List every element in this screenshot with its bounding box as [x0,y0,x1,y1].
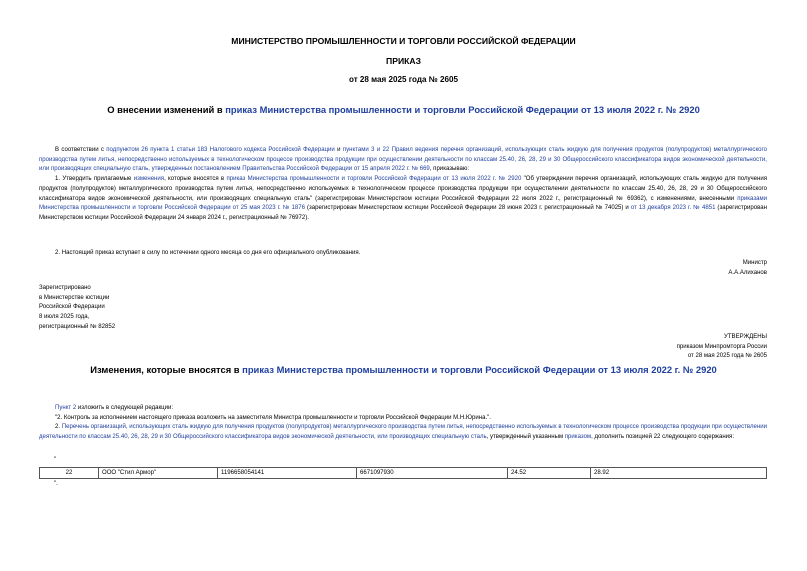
doc-type-heading: ПРИКАЗ [386,56,421,66]
ministry-heading: МИНИСТЕРСТВО ПРОМЫШЛЕННОСТИ И ТОРГОВЛИ РОССИЙСКОЙ ФЕДЕРАЦИИ [231,36,576,46]
change1-text: изложить в следующей редакции: [76,405,174,411]
change-1 [39,404,767,414]
table-cell: 24.52 [508,468,591,479]
subject-link[interactable]: приказ Министерства промышленности и торговли Российской Федерации от 13 июля 2022 г. № 2920 [225,104,700,115]
item1-text-1: 1. Утвердить прилагаемые [55,176,134,183]
quote-close: ". [54,481,58,487]
approved-line: от 28 мая 2025 года № 2605 [687,353,767,360]
registration-block [39,284,115,333]
preamble-block [39,146,767,224]
change2-text-2: , утвержденный указанным [486,434,565,441]
table-cell: 28.92 [591,468,767,479]
minister-position: Министр [742,260,767,266]
item1-text-3: "Об утверждении перечня организаций, использующих сталь жидкую для получения продуктов (полупродуктов) металлургического производства путем литья, непосредственно используемых в технологическом процессе производства продукции при осуществлении деятельности по классам 25.40, 26, 28, 29 и 30 Общероссийского классификатора видов экономической деятельности, или производящих специальную сталь" (зарегистрирован Министерством юстиции Российской Федерации 22 июля 2022 г., регистрационный № 69362), с изменениями, внесенными [39,176,768,202]
approved-block [677,333,767,362]
changes-title-prefix: Изменения, которые вносятся в [90,364,243,375]
order-link[interactable]: приказом [564,434,592,441]
change-2 [39,423,767,442]
preamble-text-1: В соответствии с [55,147,107,153]
preamble-text-3: , приказываю: [429,166,470,173]
table-cell: 1196658054141 [218,468,357,479]
date-number: от 28 мая 2025 года № 2605 [348,75,459,84]
item1-text-4: (зарегистрирован Министерством юстиции Российской Федерации 28 июня 2023 г. регистрационный № 74025) и [304,205,631,212]
tax-code-link[interactable]: подпунктом 26 пункта 1 статьи 183 Налогового кодекса Российской Федерации [106,147,335,153]
item1-text-5: (зарегистрирован Министерством юстиции Российской Федерации 24 января 2024 г., регистрационный № 76972). [39,205,767,221]
order-2920-link[interactable]: приказ Министерства промышленности и торговли Российской Федерации от 13 июля 2022 г. № 2920 [226,176,522,183]
quote-open: " [54,457,57,463]
registration-line: 8 июля 2025 года, [39,314,90,321]
minister-name: А.А.Алиханов [728,269,767,276]
approved-line: УТВЕРЖДЕНЫ [724,334,767,340]
order-1876-link[interactable]: приказами Министерства промышленности и торговли Российской Федерации от 25 мая 2023 г. № 1876 [39,195,767,212]
table-cell: 6671097930 [357,468,508,479]
registration-line: регистрационный № 82852 [39,323,116,330]
item-2: 2. Настоящий приказ вступает в силу по истечении одного месяца со дня его официального опубликования. [55,250,361,256]
list-link[interactable]: Перечень организаций, использующих сталь жидкую для получения продуктов (полупродуктов) металлургического производства путем литья, непосредственно используемых в технологическом процессе производства продукции при осуществлении деятельности по классам 25.40, 26, 28, 29 и 30 Общероссийского классификатора видов экономической деятельности, или производящих специальную сталь [39,424,767,441]
changes-block [39,404,767,443]
change-1-quote: "2. Контроль за исполнением настоящего приказа возложить на заместителя Министра промышленности и торговли Российской Федерации М.Н.Юрина.". [55,414,491,421]
change2-text-3: , дополнить позицией 22 следующего содержания: [591,434,735,441]
organizations-table [39,467,767,479]
change2-text-1: 2. [55,424,62,431]
preamble-text-2: и [334,147,343,153]
point-2-link[interactable]: Пункт 2 [55,405,77,411]
changes-link[interactable]: изменения [133,176,165,183]
approved-line: приказом Минпромторга России [676,343,767,350]
table-row [40,468,767,479]
registration-line: Российской Федерации [39,304,105,311]
changes-title-link[interactable]: приказ Министерства промышленности и торговли Российской Федерации от 13 июля 2022 г. № 2920 [242,364,717,375]
changes-title [0,364,807,375]
order-4851-link[interactable]: от 13 декабря 2023 г. № 4851 [630,205,716,212]
rules-link[interactable]: пунктами 3 и 22 Правил ведения перечня организаций, использующих сталь жидкую для получения продуктов (полупродуктов) металлургического производства путем литья, непосредственно используемых в технологическом процессе производства продукции при осуществлении деятельности по классам 25.40, 26, 28, 29 и 30 Общероссийского классификатора видов экономической деятельности, или производящих специальную сталь, утвержденных постановлением Правительства Российской Федерации от 15 апреля 2022 г. № 669 [39,147,767,173]
preamble [39,146,767,175]
table-cell: 22 [40,468,99,479]
registration-line: в Министерстве юстиции [39,294,110,301]
item-1 [39,175,767,224]
registration-line: Зарегистрировано [39,285,91,291]
item1-text-2: , которые вносятся в [164,176,227,183]
subject-title [0,104,807,115]
subject-prefix: О внесении изменений в [107,104,226,115]
signature-block [728,259,767,278]
table-cell: ООО "Стил Армор" [99,468,218,479]
